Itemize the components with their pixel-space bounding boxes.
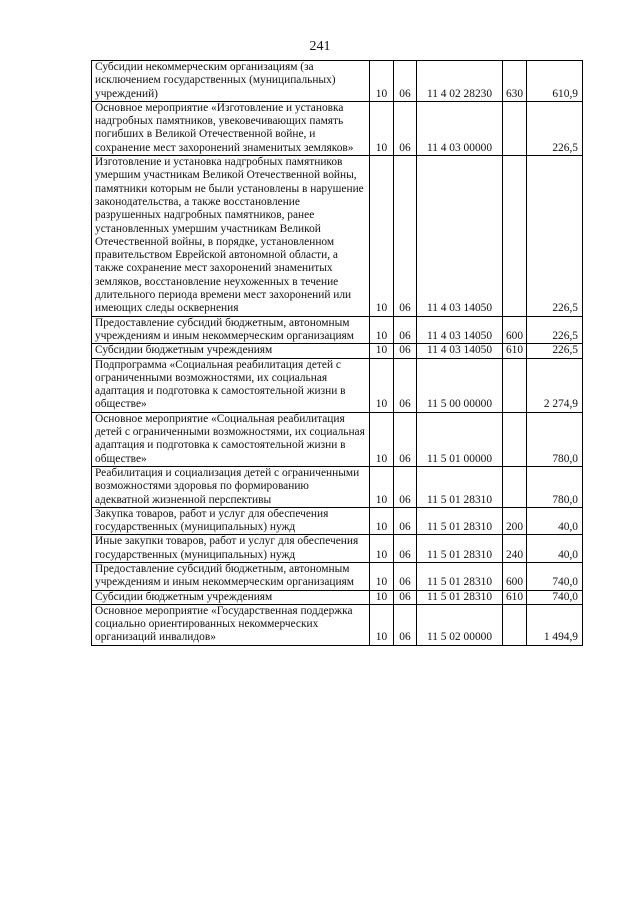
- row-description: Предоставление субсидий бюджетным, автономным учреждениям и иным некоммерческим организациям: [92, 316, 370, 344]
- row-description: Закупка товаров, работ и услуг для обеспечения государственных (муниципальных) нужд: [92, 507, 370, 535]
- table-row: [92, 316, 583, 344]
- row-expense-type-code: [503, 156, 527, 317]
- budget-table: [91, 60, 583, 646]
- row-target-article-code: 11 4 03 14050: [417, 316, 503, 344]
- table-row: [92, 61, 583, 102]
- row-subsection-code: 06: [394, 316, 417, 344]
- row-section-code: 10: [370, 412, 394, 466]
- row-section-code: 10: [370, 61, 394, 102]
- row-amount: 226,5: [527, 344, 583, 358]
- row-expense-type-code: [503, 412, 527, 466]
- table-row: [92, 412, 583, 466]
- row-subsection-code: 06: [394, 344, 417, 358]
- row-amount: 2 274,9: [527, 358, 583, 412]
- row-description: Иные закупки товаров, работ и услуг для обеспечения государственных (муниципальных) нужд: [92, 535, 370, 563]
- row-section-code: 10: [370, 156, 394, 317]
- table-row: [92, 604, 583, 645]
- row-section-code: 10: [370, 344, 394, 358]
- row-target-article-code: 11 5 02 00000: [417, 604, 503, 645]
- table-row: [92, 101, 583, 155]
- row-section-code: 10: [370, 466, 394, 507]
- row-amount: 740,0: [527, 590, 583, 604]
- row-target-article-code: 11 4 03 00000: [417, 101, 503, 155]
- row-description: Основное мероприятие «Изготовление и установка надгробных памятников, увековечивающих память погибших в Великой Отечественной войне, и сохранение мест захоронений знаменитых земляков»: [92, 101, 370, 155]
- row-section-code: 10: [370, 562, 394, 590]
- row-description: Изготовление и установка надгробных памятников умершим участникам Великой Отечественной войны, памятники которым не были установлены в нарушение законодательства, а также восстановление разрушенных надгробных памятников, ранее установленных умершим участникам Великой Отечественной войны, в порядке, установленном правительством Еврейской автономной области, а также сохранение мест захоронений знаменитых земляков, восстановление неухоженных в течение длительного периода времени мест захоронений или имеющих следы осквернения: [92, 156, 370, 317]
- row-amount: 1 494,9: [527, 604, 583, 645]
- row-expense-type-code: 610: [503, 590, 527, 604]
- row-expense-type-code: [503, 101, 527, 155]
- table-row: [92, 156, 583, 317]
- row-target-article-code: 11 5 01 28310: [417, 562, 503, 590]
- row-expense-type-code: 630: [503, 61, 527, 102]
- row-amount: 780,0: [527, 466, 583, 507]
- row-amount: 40,0: [527, 507, 583, 535]
- row-subsection-code: 06: [394, 590, 417, 604]
- row-target-article-code: 11 5 01 28310: [417, 466, 503, 507]
- row-description: Субсидии некоммерческим организациям (за исключением государственных (муниципальных) учреждений): [92, 61, 370, 102]
- row-subsection-code: 06: [394, 358, 417, 412]
- row-expense-type-code: 600: [503, 316, 527, 344]
- row-section-code: 10: [370, 590, 394, 604]
- row-section-code: 10: [370, 316, 394, 344]
- row-subsection-code: 06: [394, 604, 417, 645]
- row-amount: 226,5: [527, 101, 583, 155]
- row-target-article-code: 11 5 01 28310: [417, 590, 503, 604]
- row-description: Основное мероприятие «Государственная поддержка социально ориентированных некоммерческих организаций инвалидов»: [92, 604, 370, 645]
- row-target-article-code: 11 5 01 28310: [417, 535, 503, 563]
- row-description: Основное мероприятие «Социальная реабилитация детей с ограниченными возможностями, их социальная адаптация и подготовка к самостоятельной жизни в обществе»: [92, 412, 370, 466]
- row-expense-type-code: [503, 466, 527, 507]
- row-target-article-code: 11 4 03 14050: [417, 156, 503, 317]
- row-expense-type-code: [503, 604, 527, 645]
- row-amount: 226,5: [527, 316, 583, 344]
- row-target-article-code: 11 5 01 00000: [417, 412, 503, 466]
- row-target-article-code: 11 4 03 14050: [417, 344, 503, 358]
- row-expense-type-code: 240: [503, 535, 527, 563]
- row-section-code: 10: [370, 101, 394, 155]
- table-row: [92, 344, 583, 358]
- row-description: Субсидии бюджетным учреждениям: [92, 344, 370, 358]
- row-amount: 610,9: [527, 61, 583, 102]
- row-target-article-code: 11 5 00 00000: [417, 358, 503, 412]
- table-row: [92, 590, 583, 604]
- row-subsection-code: 06: [394, 507, 417, 535]
- row-subsection-code: 06: [394, 61, 417, 102]
- table-row: [92, 562, 583, 590]
- table-row: [92, 358, 583, 412]
- row-amount: 40,0: [527, 535, 583, 563]
- table-row: [92, 507, 583, 535]
- row-expense-type-code: [503, 358, 527, 412]
- row-description: Реабилитация и социализация детей с ограниченными возможностями здоровья по формированию адекватной жизненной перспективы: [92, 466, 370, 507]
- table-row: [92, 466, 583, 507]
- row-amount: 780,0: [527, 412, 583, 466]
- table-body: [92, 61, 583, 646]
- row-expense-type-code: 600: [503, 562, 527, 590]
- row-section-code: 10: [370, 604, 394, 645]
- row-description: Субсидии бюджетным учреждениям: [92, 590, 370, 604]
- row-subsection-code: 06: [394, 562, 417, 590]
- row-subsection-code: 06: [394, 101, 417, 155]
- row-amount: 226,5: [527, 156, 583, 317]
- row-expense-type-code: 610: [503, 344, 527, 358]
- row-description: Подпрограмма «Социальная реабилитация детей с ограниченными возможностями, их социальная адаптация и подготовка к самостоятельной жизни в обществе»: [92, 358, 370, 412]
- table-row: [92, 535, 583, 563]
- row-target-article-code: 11 4 02 28230: [417, 61, 503, 102]
- row-subsection-code: 06: [394, 466, 417, 507]
- row-description: Предоставление субсидий бюджетным, автономным учреждениям и иным некоммерческим организациям: [92, 562, 370, 590]
- page-number: 241: [309, 39, 331, 54]
- row-expense-type-code: 200: [503, 507, 527, 535]
- row-subsection-code: 06: [394, 535, 417, 563]
- row-subsection-code: 06: [394, 156, 417, 317]
- row-section-code: 10: [370, 535, 394, 563]
- row-subsection-code: 06: [394, 412, 417, 466]
- row-section-code: 10: [370, 507, 394, 535]
- row-amount: 740,0: [527, 562, 583, 590]
- row-target-article-code: 11 5 01 28310: [417, 507, 503, 535]
- row-section-code: 10: [370, 358, 394, 412]
